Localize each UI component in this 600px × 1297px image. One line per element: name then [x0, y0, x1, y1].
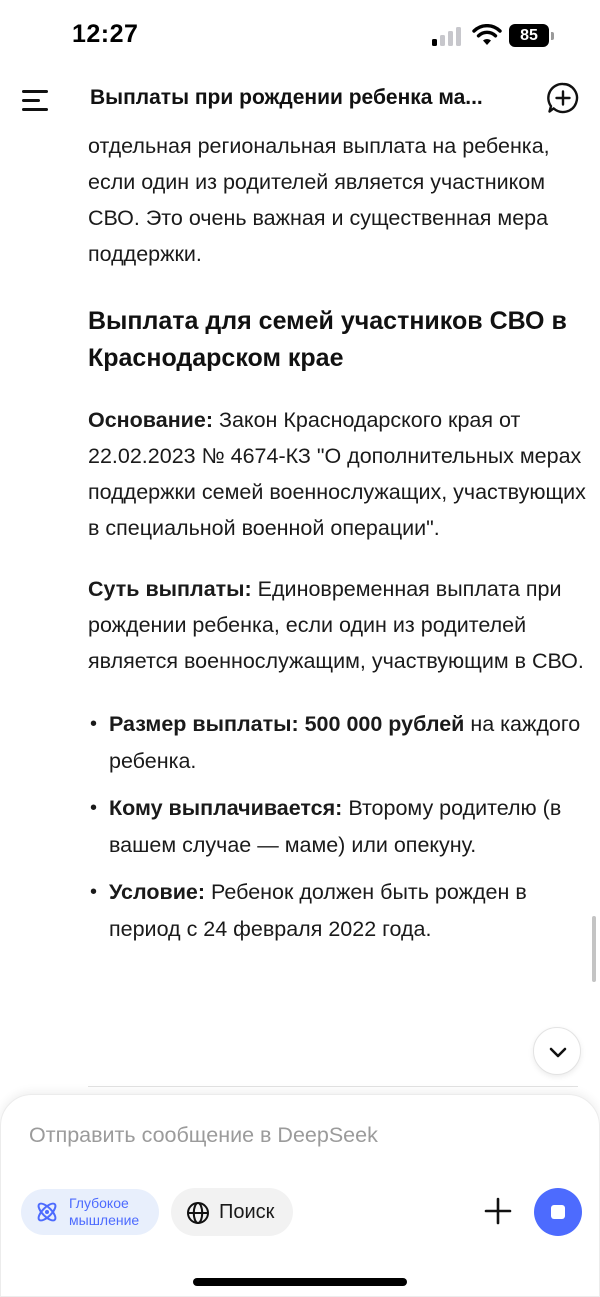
search-label: Поиск	[219, 1201, 275, 1223]
list-item	[88, 874, 588, 948]
message-input[interactable]	[29, 1123, 569, 1148]
content-divider	[88, 1086, 578, 1087]
status-bar	[0, 0, 600, 72]
stop-generation-button[interactable]	[534, 1188, 582, 1236]
list-item-text: Второму родителю (в вашем случае — маме) или опекуну.	[109, 796, 562, 857]
cellular-signal-icon	[432, 26, 464, 46]
conditions-list	[88, 706, 588, 948]
stop-icon	[551, 1205, 565, 1219]
chat-header	[0, 72, 600, 126]
globe-icon	[186, 1201, 210, 1225]
scrollbar[interactable]	[592, 916, 596, 982]
list-item	[88, 706, 588, 780]
basis-paragraph	[88, 402, 588, 546]
deep-think-label: Глубокое мышление	[69, 1195, 140, 1228]
menu-icon[interactable]	[22, 87, 50, 111]
atom-icon	[34, 1199, 60, 1225]
list-item-label: Условие:	[109, 880, 206, 904]
chevron-down-icon	[547, 1042, 569, 1062]
list-item-label: Размер выплаты: 500 000 рублей	[109, 712, 465, 736]
home-indicator	[193, 1278, 407, 1286]
status-time: 12:27	[72, 20, 139, 48]
section-heading: Выплата для семей участников СВО в Краснодарском крае	[88, 307, 567, 372]
battery-icon	[509, 24, 555, 47]
add-attachment-icon[interactable]	[482, 1195, 514, 1227]
list-item-text: Ребенок должен быть рожден в период с 24 февраля 2022 года.	[109, 880, 527, 941]
chat-title[interactable]: Выплаты при рождении ребенка ма...	[90, 86, 483, 109]
assistant-message	[88, 126, 588, 1096]
essence-label: Суть выплаты:	[88, 577, 252, 601]
wifi-icon	[472, 24, 502, 46]
essence-paragraph	[88, 571, 588, 679]
list-item-label: Кому выплачивается:	[109, 796, 343, 820]
basis-label: Основание:	[88, 408, 214, 432]
basis-text: Закон Краснодарского края от 22.02.2023 № 4674-КЗ "О дополнительных мерах поддержки семей военнослужащих, участвующих в специальной военной операции".	[88, 408, 586, 540]
intro-paragraph: отдельная региональная выплата на ребенка, если один из родителей является участником СВО. Это очень важная и существенная мера поддержки.	[88, 134, 550, 266]
essence-text: Единовременная выплата при рождении ребенка, если один из родителей является военнослужащим, участвующим в СВО.	[88, 577, 584, 673]
deep-think-button[interactable]	[21, 1189, 159, 1235]
message-composer	[0, 1094, 600, 1297]
list-item	[88, 790, 588, 864]
search-button[interactable]	[171, 1188, 293, 1236]
scroll-to-bottom-button[interactable]	[533, 1027, 581, 1075]
list-item-text: на каждого ребенка.	[109, 712, 581, 773]
battery-level: 85	[509, 24, 549, 47]
new-chat-icon[interactable]	[546, 81, 580, 115]
